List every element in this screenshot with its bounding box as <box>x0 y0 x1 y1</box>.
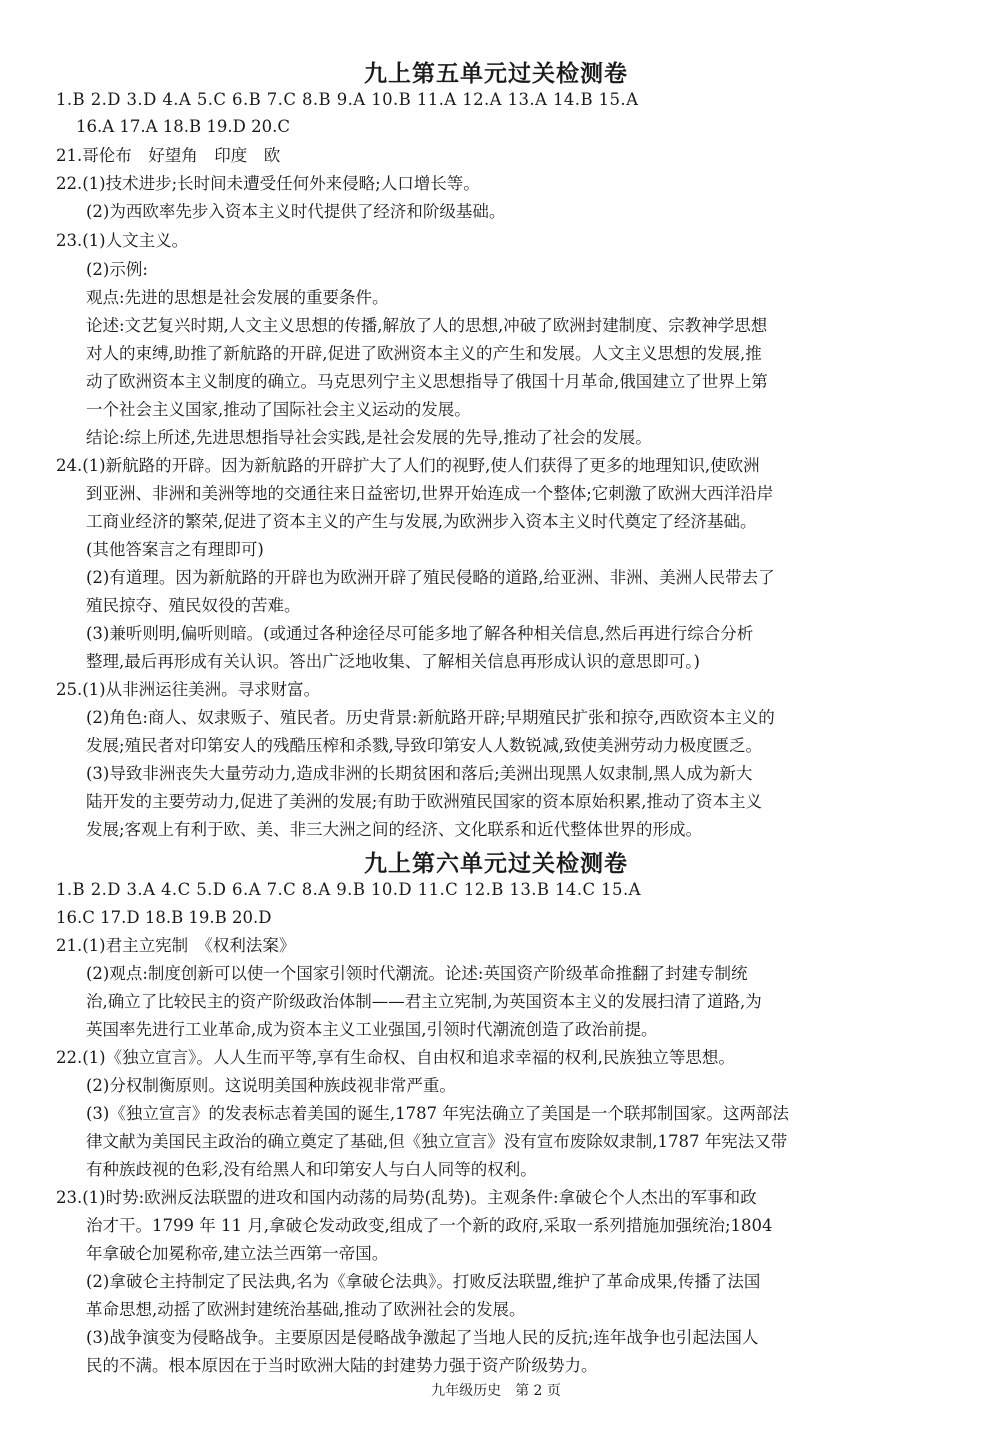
unit5-mc-line1: 1.B 2.D 3.D 4.A 5.C 6.B 7.C 8.B 9.A 10.B 11.A 12.A 13.A 14.B 15.A <box>56 90 639 109</box>
unit6-q21-2: 治,确立了比较民主的资产阶级政治体制——君主立宪制,为英国资本主义的发展扫清了道路,为 <box>86 992 762 1011</box>
unit5-mc-line2: 16.A 17.A 18.B 19.D 20.C <box>76 117 290 136</box>
unit5-q24-3: (3)兼听则明,偏听则暗。(或通过各种途径尽可能多地了解各种相关信息,然后再进行综合分析 <box>86 624 754 643</box>
unit5-q24-2: (2)有道理。因为新航路的开辟也为欧洲开辟了殖民侵略的道路,给亚洲、非洲、美洲人民带去了 <box>86 568 775 587</box>
unit5-q23-1: 23.(1)人文主义。 <box>56 231 189 250</box>
unit6-q21-2: 英国率先进行工业革命,成为资本主义工业强国,引领时代潮流创造了政治前提。 <box>86 1020 658 1039</box>
unit6-mc-line2: 16.C 17.D 18.B 19.B 20.D <box>56 908 272 927</box>
unit6-q21-2: (2)观点:制度创新可以使一个国家引领时代潮流。论述:英国资产阶级革命推翻了封建专制统 <box>86 964 748 983</box>
unit5-q22-2: (2)为西欧率先步入资本主义时代提供了经济和阶级基础。 <box>86 202 506 221</box>
unit5-q25-3: (3)导致非洲丧失大量劳动力,造成非洲的长期贫困和落后;美洲出现黑人奴隶制,黑人成为新大 <box>86 764 753 783</box>
unit5-q25-3: 发展;客观上有利于欧、美、非三大洲之间的经济、文化联系和近代整体世界的形成。 <box>86 820 703 839</box>
unit6-q23-1: 年拿破仑加冕称帝,建立法兰西第一帝国。 <box>86 1244 389 1263</box>
unit6-q23-3: (3)战争演变为侵略战争。主要原因是侵略战争激起了当地人民的反抗;连年战争也引起法国人 <box>86 1328 759 1347</box>
unit5-q22-1: 22.(1)技术进步;长时间未遭受任何外来侵略;人口增长等。 <box>56 174 480 193</box>
unit5-q24-3: 整理,最后再形成有关认识。答出广泛地收集、了解相关信息再形成认识的意思即可。) <box>86 652 700 671</box>
unit6-q23-2: (2)拿破仑主持制定了民法典,名为《拿破仑法典》。打败反法联盟,维护了革命成果,传播了法国 <box>86 1272 761 1291</box>
unit5-q23-argument: 一个社会主义国家,推动了国际社会主义运动的发展。 <box>86 400 471 419</box>
unit6-title: 九上第六单元过关检测卷 <box>364 851 628 877</box>
unit6-q22-1: 22.(1)《独立宣言》。人人生而平等,享有生命权、自由权和追求幸福的权利,民族独立等思想。 <box>56 1048 735 1067</box>
unit6-q22-2: (2)分权制衡原则。这说明美国种族歧视非常严重。 <box>86 1076 456 1095</box>
unit5-title: 九上第五单元过关检测卷 <box>364 61 628 87</box>
unit6-q23-3: 民的不满。根本原因在于当时欧洲大陆的封建势力强于资产阶级势力。 <box>86 1356 598 1375</box>
unit5-q24-1: 24.(1)新航路的开辟。因为新航路的开辟扩大了人们的视野,使人们获得了更多的地理知识,使欧洲 <box>56 456 760 475</box>
unit6-mc-line1: 1.B 2.D 3.A 4.C 5.D 6.A 7.C 8.A 9.B 10.D 11.C 12.B 13.B 14.C 15.A <box>56 880 641 899</box>
unit5-q23-2: (2)示例: <box>86 260 148 279</box>
unit5-q23-view: 观点:先进的思想是社会发展的重要条件。 <box>86 288 389 307</box>
unit6-q22-3: 律文献为美国民主政治的确立奠定了基础,但《独立宣言》没有宣布废除奴隶制,1787 年宪法又带 <box>86 1132 788 1151</box>
unit5-q24-1: 到亚洲、非洲和美洲等地的交通往来日益密切,世界开始连成一个整体;它刺激了欧洲大西洋沿岸 <box>86 484 774 503</box>
unit5-q23-argument: 论述:文艺复兴时期,人文主义思想的传播,解放了人的思想,冲破了欧洲封建制度、宗教神学思想 <box>86 316 768 335</box>
unit6-q21-1: 21.(1)君主立宪制 《权利法案》 <box>56 936 296 955</box>
page-footer: 九年级历史 第 2 页 <box>431 1383 561 1399</box>
unit5-q23-argument: 对人的束缚,助推了新航路的开辟,促进了欧洲资本主义的产生和发展。人文主义思想的发展,推 <box>86 344 762 363</box>
unit5-q23-conclusion: 结论:综上所述,先进思想指导社会实践,是社会发展的先导,推动了社会的发展。 <box>86 428 652 447</box>
unit5-q25-3: 陆开发的主要劳动力,促进了美洲的发展;有助于欧洲殖民国家的资本原始积累,推动了资本主义 <box>86 792 763 811</box>
unit5-q23-argument: 动了欧洲资本主义制度的确立。马克思列宁主义思想指导了俄国十月革命,俄国建立了世界上第 <box>86 372 768 391</box>
unit5-q25-2: (2)角色:商人、奴隶贩子、殖民者。历史背景:新航路开辟;早期殖民扩张和掠夺,西欧资本主义的 <box>86 708 775 727</box>
unit5-q24-2: 殖民掠夺、殖民奴役的苦难。 <box>86 596 301 615</box>
unit5-q24-1: 工商业经济的繁荣,促进了资本主义的产生与发展,为欧洲步入资本主义时代奠定了经济基础。 <box>86 512 757 531</box>
unit6-q22-3: (3)《独立宣言》的发表标志着美国的诞生,1787 年宪法确立了美国是一个联邦制国家。这两部法 <box>86 1104 789 1123</box>
unit5-q21: 21.哥伦布 好望角 印度 欧 <box>56 146 281 165</box>
unit5-q24-note: (其他答案言之有理即可) <box>86 540 264 559</box>
unit6-q23-1: 治才干。1799 年 11 月,拿破仑发动政变,组成了一个新的政府,采取一系列措施加强统治;1804 <box>86 1216 773 1235</box>
unit6-q22-3: 有种族歧视的色彩,没有给黑人和印第安人与白人同等的权利。 <box>86 1160 537 1179</box>
unit5-q25-2: 发展;殖民者对印第安人的残酷压榨和杀戮,导致印第安人人数锐减,致使美洲劳动力极度匮乏。 <box>86 736 763 755</box>
unit6-q23-2: 革命思想,动摇了欧洲封建统治基础,推动了欧洲社会的发展。 <box>86 1300 526 1319</box>
unit5-q25-1: 25.(1)从非洲运往美洲。寻求财富。 <box>56 680 321 699</box>
unit6-q23-1: 23.(1)时势:欧洲反法联盟的进攻和国内动荡的局势(乱势)。主观条件:拿破仑个人杰出的军事和政 <box>56 1188 757 1207</box>
